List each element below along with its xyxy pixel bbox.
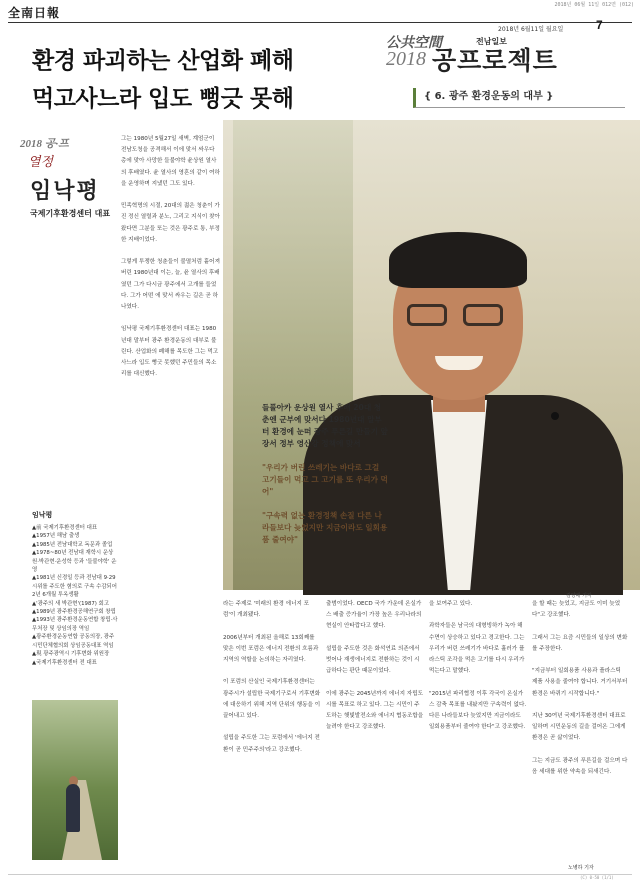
page-number: 7: [596, 18, 603, 32]
photo-glasses-right: [463, 304, 503, 326]
profile-list: [32, 524, 118, 667]
section-tag-year: 2018 공·프: [20, 138, 69, 150]
pull-quotes: [262, 402, 388, 558]
profile-item: ▲1989년 광주환경공해연구회 창립: [32, 609, 116, 616]
archive-stamp: 2018년 06월 11일 012면 (012): [554, 2, 634, 8]
interviewee-walking-photo: [32, 700, 118, 860]
headline: [32, 42, 432, 118]
profile-item: ▲1993년 광주환경운동연합 창립·사무처장 및 상임의장 역임: [32, 617, 118, 632]
photo-glasses-left: [407, 304, 447, 326]
series-logo-small: 公共空間: [386, 36, 442, 51]
profile-item: ▲1981년 신경일 등과 전남대 9·29 시위를 주도한 혐의로 구속 수감되어 2년 6개월 투옥생활: [32, 575, 117, 599]
series-subtitle: { 6. 광주 환경운동의 대부 }: [413, 88, 625, 108]
profile-item: ▲1957년 해남 출생: [32, 533, 80, 540]
byline: 노병하 기자: [568, 865, 594, 871]
profile-item: ▲前 국제기후환경센터 대표: [32, 525, 98, 531]
interviewee-name: 임낙평: [30, 179, 100, 204]
profile-item: ▲1985년 전남대학교 독문과 졸업: [32, 541, 113, 548]
photo-figure: [66, 784, 80, 832]
profile-item: ▲1978~80년 전남대 재학시 운상원·박관현·운성학 등과 '들불야학' 운영: [32, 550, 117, 574]
pull-quote-2: "우리가 버린 쓰레기는 바다로 그걸 고기들이 먹고 그 고기를 또 우리가 먹어": [262, 463, 388, 496]
issue-date: 2018년 6월11일 월요일: [498, 26, 564, 33]
section-tag-label: 열정: [28, 155, 54, 170]
profile-item: ▲'광주의 새 박관현'(1987) 회고: [32, 600, 110, 607]
header-rule: [8, 22, 632, 23]
profile-item: ▲광주환경운동연합 공동의장, 광주시민단체협의회 상임공동대표 역임: [32, 634, 115, 649]
headline-line-1: 환경 파괴하는 산업화 폐해: [32, 48, 294, 74]
pull-quote-3: "구속력 없는 환경정책 손질 다른 나라들보다 늦었지만 지금이라도 일회용품 줄여야": [262, 511, 388, 544]
profile-item: ▲국제기후환경센터 전 대표: [32, 659, 97, 666]
series-logo-year: 2018: [386, 48, 426, 70]
lead-article-column: 그는 1980년 5월27일 새벽, 계엄군이 전남도청을 공격해서 이에 맞서 싸우다 총에 맞아 사망한 들불야학 윤상원 열사의 후배였다. 윤 열사의 영혼의 같이 여하을 운영하며 지냈던 그도 있다. 민족혁명의 시절, 20대의 젊은 청춘이 가진 정신 열렬과 분노, 그리고 지식이 찾아왔다면 그분들 또는 것은 광주로 통, 부정한 지배이었다. 그렇게 투쟁한 청춘들이 불멸처럼 흩어져 버린 1980년대 이는, 늘, 윤 열사의 후배였던 그가 다시금 광주에서 고개를 들었다. 그가 어떤 에 맞서 싸우는 길은 곧 하나였다. 임낙평 국제기후환경센터 대표는 1980년대 말부터 광주 환경운동의 대부로 불린다. 산업화의 폐해를 목도한 그는 먹고사느라 입도 뻥긋 못했던 주민들의 목소리를 대신했다.: [121, 136, 220, 378]
article-column-2: 출범이었다. OECD 국가 가운데 온실가스 배출 증가율이 가장 높은 우리나라의 현실이 안타깝다고 했다. 설립을 주도한 것은 화석연료 의존에서 벗어나 재생에너지로 전환하는 것이 시급하다는 판단 때문이었다. 이에 광주는 2045년까지 에너지 자립도시를 목표로 하고 있다. 그는 시민이 주도하는 햇빛발전소와 에너지 협동조합을 늘려야 한다고 강조했다.: [326, 601, 424, 731]
bottom-rule: [8, 874, 632, 875]
article-column-3: 을 보여주고 있다. 과학자들은 남극의 대형빙하가 녹아 해수면이 상승하고 있다고 경고한다. 그는 우리가 버린 쓰레기가 바다로 흘러가 플라스틱 조각을 먹은 고기를 다시 우리가 먹는다고 말했다. "2015년 파리협정 이후 각국이 온실가스 감축 목표를 내놨지만 구속력이 없다. 다른 나라들보다 늦었지만 지금이라도 일회용품부터 줄여야 한다"고 강조했다.: [429, 601, 527, 731]
profile-item: ▲現 광주광역시 기후변화 위원장: [32, 651, 110, 658]
headline-line-2: 먹고사느라 입도 뻥긋 못해: [32, 86, 294, 112]
series-logo-title: 공프로젝트: [432, 46, 558, 75]
article-column-4: 을 할 때는 늦었고, 지금도 이미 늦었다"고 강조했다. 그래서 그는 요즘 시민들의 일상의 변화를 주장한다. "지금부터 일회용품 사용과 플라스틱 제품 사용을 줄여야 합니다. 거기서부터 환경은 바뀌기 시작합니다." 지난 30여년 국제기후환경센터 대표로 일하며 시민운동의 길을 걸어온 그에게 환경은 곧 삶이었다. 그는 지금도 광주의 푸른길을 걸으며 다음 세대를 위한 약속을 되새긴다.: [532, 601, 628, 776]
section-tag: [20, 135, 90, 170]
footer-stamp: (C) 0-50 (1/1): [580, 875, 614, 880]
profile-heading: 임낙평: [32, 511, 53, 519]
interviewee-title: 국제기후환경센터 대표: [30, 209, 111, 218]
newspaper-masthead: 全南日報: [8, 6, 61, 20]
photo-credit: 김양배 기자: [566, 593, 592, 599]
photo-microphone-icon: [551, 412, 559, 420]
article-column-1: 라는 주제로 '미래의 환경 에너지 포럼'이 개최됐다. 2006년부터 개최된 올해로 13회째를 맞은 이번 포럼은 에너지 전환의 흐름과 지역의 역할을 논의하는 자리였다. 이 포럼의 산실인 국제기후환경센터는 광주시가 설립한 국제기구로서 기후변화에 대응하기 위해 지역 단위의 행동을 이끌어내고 있다. 설립을 주도한 그는 포럼에서 '에너지 전환이 곧 민주주의'라고 강조했다.: [223, 601, 321, 753]
series-logo-paper: 전남일보: [476, 37, 507, 46]
pull-quote-1: 들풀아카 운상원 열사 후배 20대 청춘엔 군부에 맞서다 1980년대 말부터 환경에 눈떠 광주 푸른길 만들기 앞장서 정부 영산강 정책에 맞서: [262, 403, 388, 448]
photo-smile: [435, 356, 483, 370]
photo-hair: [389, 232, 527, 288]
